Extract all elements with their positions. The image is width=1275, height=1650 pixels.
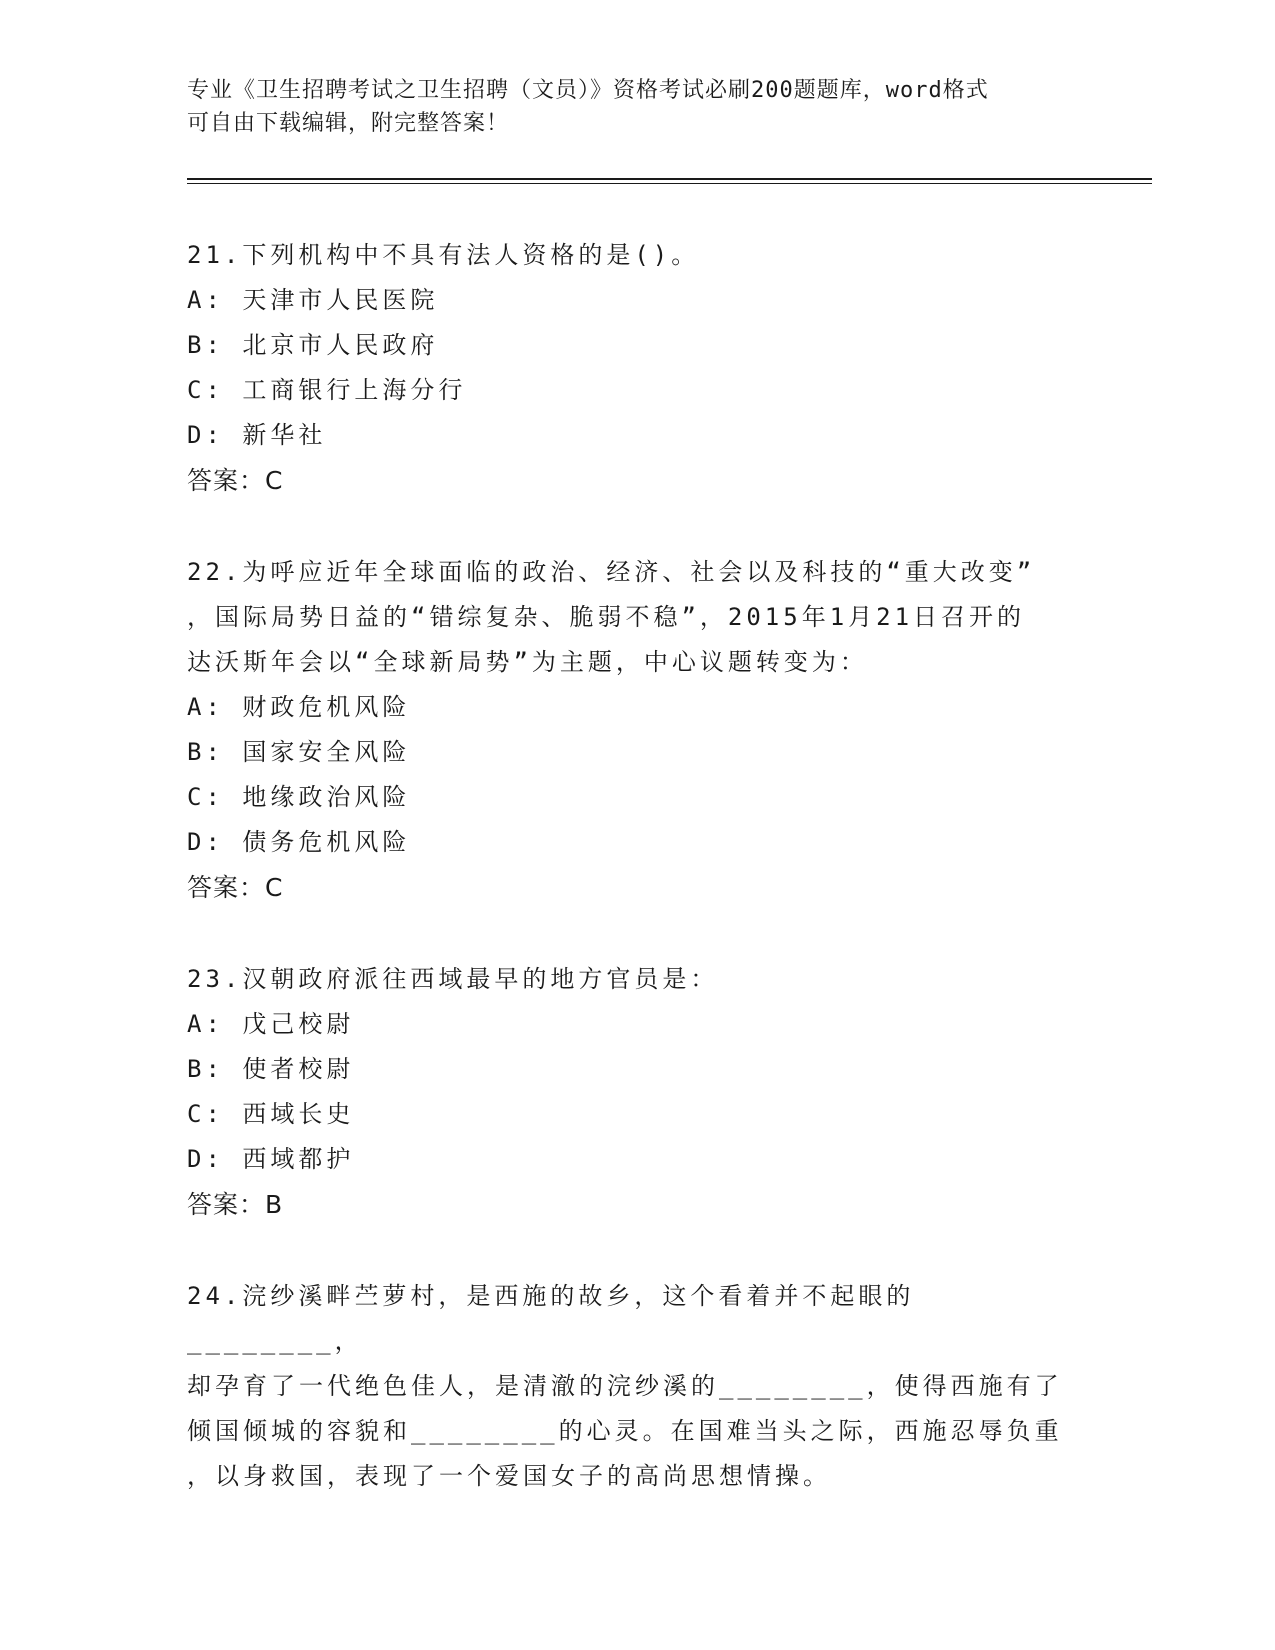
question-21 [187, 233, 1087, 503]
option-b: B: 使者校尉 [187, 1055, 355, 1083]
header-line-1: 专业《卫生招聘考试之卫生招聘（文员）》资格考试必刷200题题库，word格式 [187, 78, 989, 103]
answer: 答案：B [187, 1190, 284, 1219]
header-divider-thick [187, 178, 1152, 180]
question-22 [187, 550, 1087, 910]
answer: 答案：C [187, 466, 284, 495]
question-text-line-1: 22.为呼应近年全球面临的政治、经济、社会以及科技的“重大改变” [187, 558, 1036, 586]
question-23 [187, 957, 1087, 1227]
question-text: 23.汉朝政府派往西域最早的地方官员是： [187, 965, 719, 993]
option-d: D: 西域都护 [187, 1145, 355, 1173]
header-line-2: 可自由下载编辑，附完整答案！ [187, 111, 510, 136]
header-divider-thin [187, 183, 1152, 184]
option-c: C: 地缘政治风险 [187, 783, 411, 811]
question-text-line-2: 却孕育了一代绝色佳人，是清澈的浣纱溪的________，使得西施有了 [187, 1372, 1063, 1400]
option-a: A: 天津市人民医院 [187, 286, 439, 314]
question-text-line-2: ，国际局势日益的“错综复杂、脆弱不稳”，2015年1月21日召开的 [187, 603, 1026, 631]
question-24 [187, 1274, 1087, 1499]
option-d: D: 债务危机风险 [187, 828, 411, 856]
question-text-line-3: 达沃斯年会以“全球新局势”为主题，中心议题转变为： [187, 648, 868, 676]
question-text-line-3: 倾国倾城的容貌和________的心灵。在国难当头之际，西施忍辱负重 [187, 1417, 1063, 1445]
option-c: C: 工商银行上海分行 [187, 376, 467, 404]
option-c: C: 西域长史 [187, 1100, 355, 1128]
question-text-line-4: ，以身救国，表现了一个爱国女子的高尚思想情操。 [187, 1462, 831, 1490]
answer: 答案：C [187, 873, 284, 902]
option-d: D: 新华社 [187, 421, 327, 449]
option-b: B: 国家安全风险 [187, 738, 411, 766]
question-text: 21.下列机构中不具有法人资格的是()。 [187, 241, 700, 269]
option-a: A: 财政危机风险 [187, 693, 411, 721]
option-b: B: 北京市人民政府 [187, 331, 439, 359]
document-header [187, 74, 1087, 140]
question-list [187, 233, 1087, 1499]
option-a: A: 戊己校尉 [187, 1010, 355, 1038]
question-text-line-1: 24.浣纱溪畔苎萝村，是西施的故乡，这个看着并不起眼的________， [187, 1282, 915, 1355]
